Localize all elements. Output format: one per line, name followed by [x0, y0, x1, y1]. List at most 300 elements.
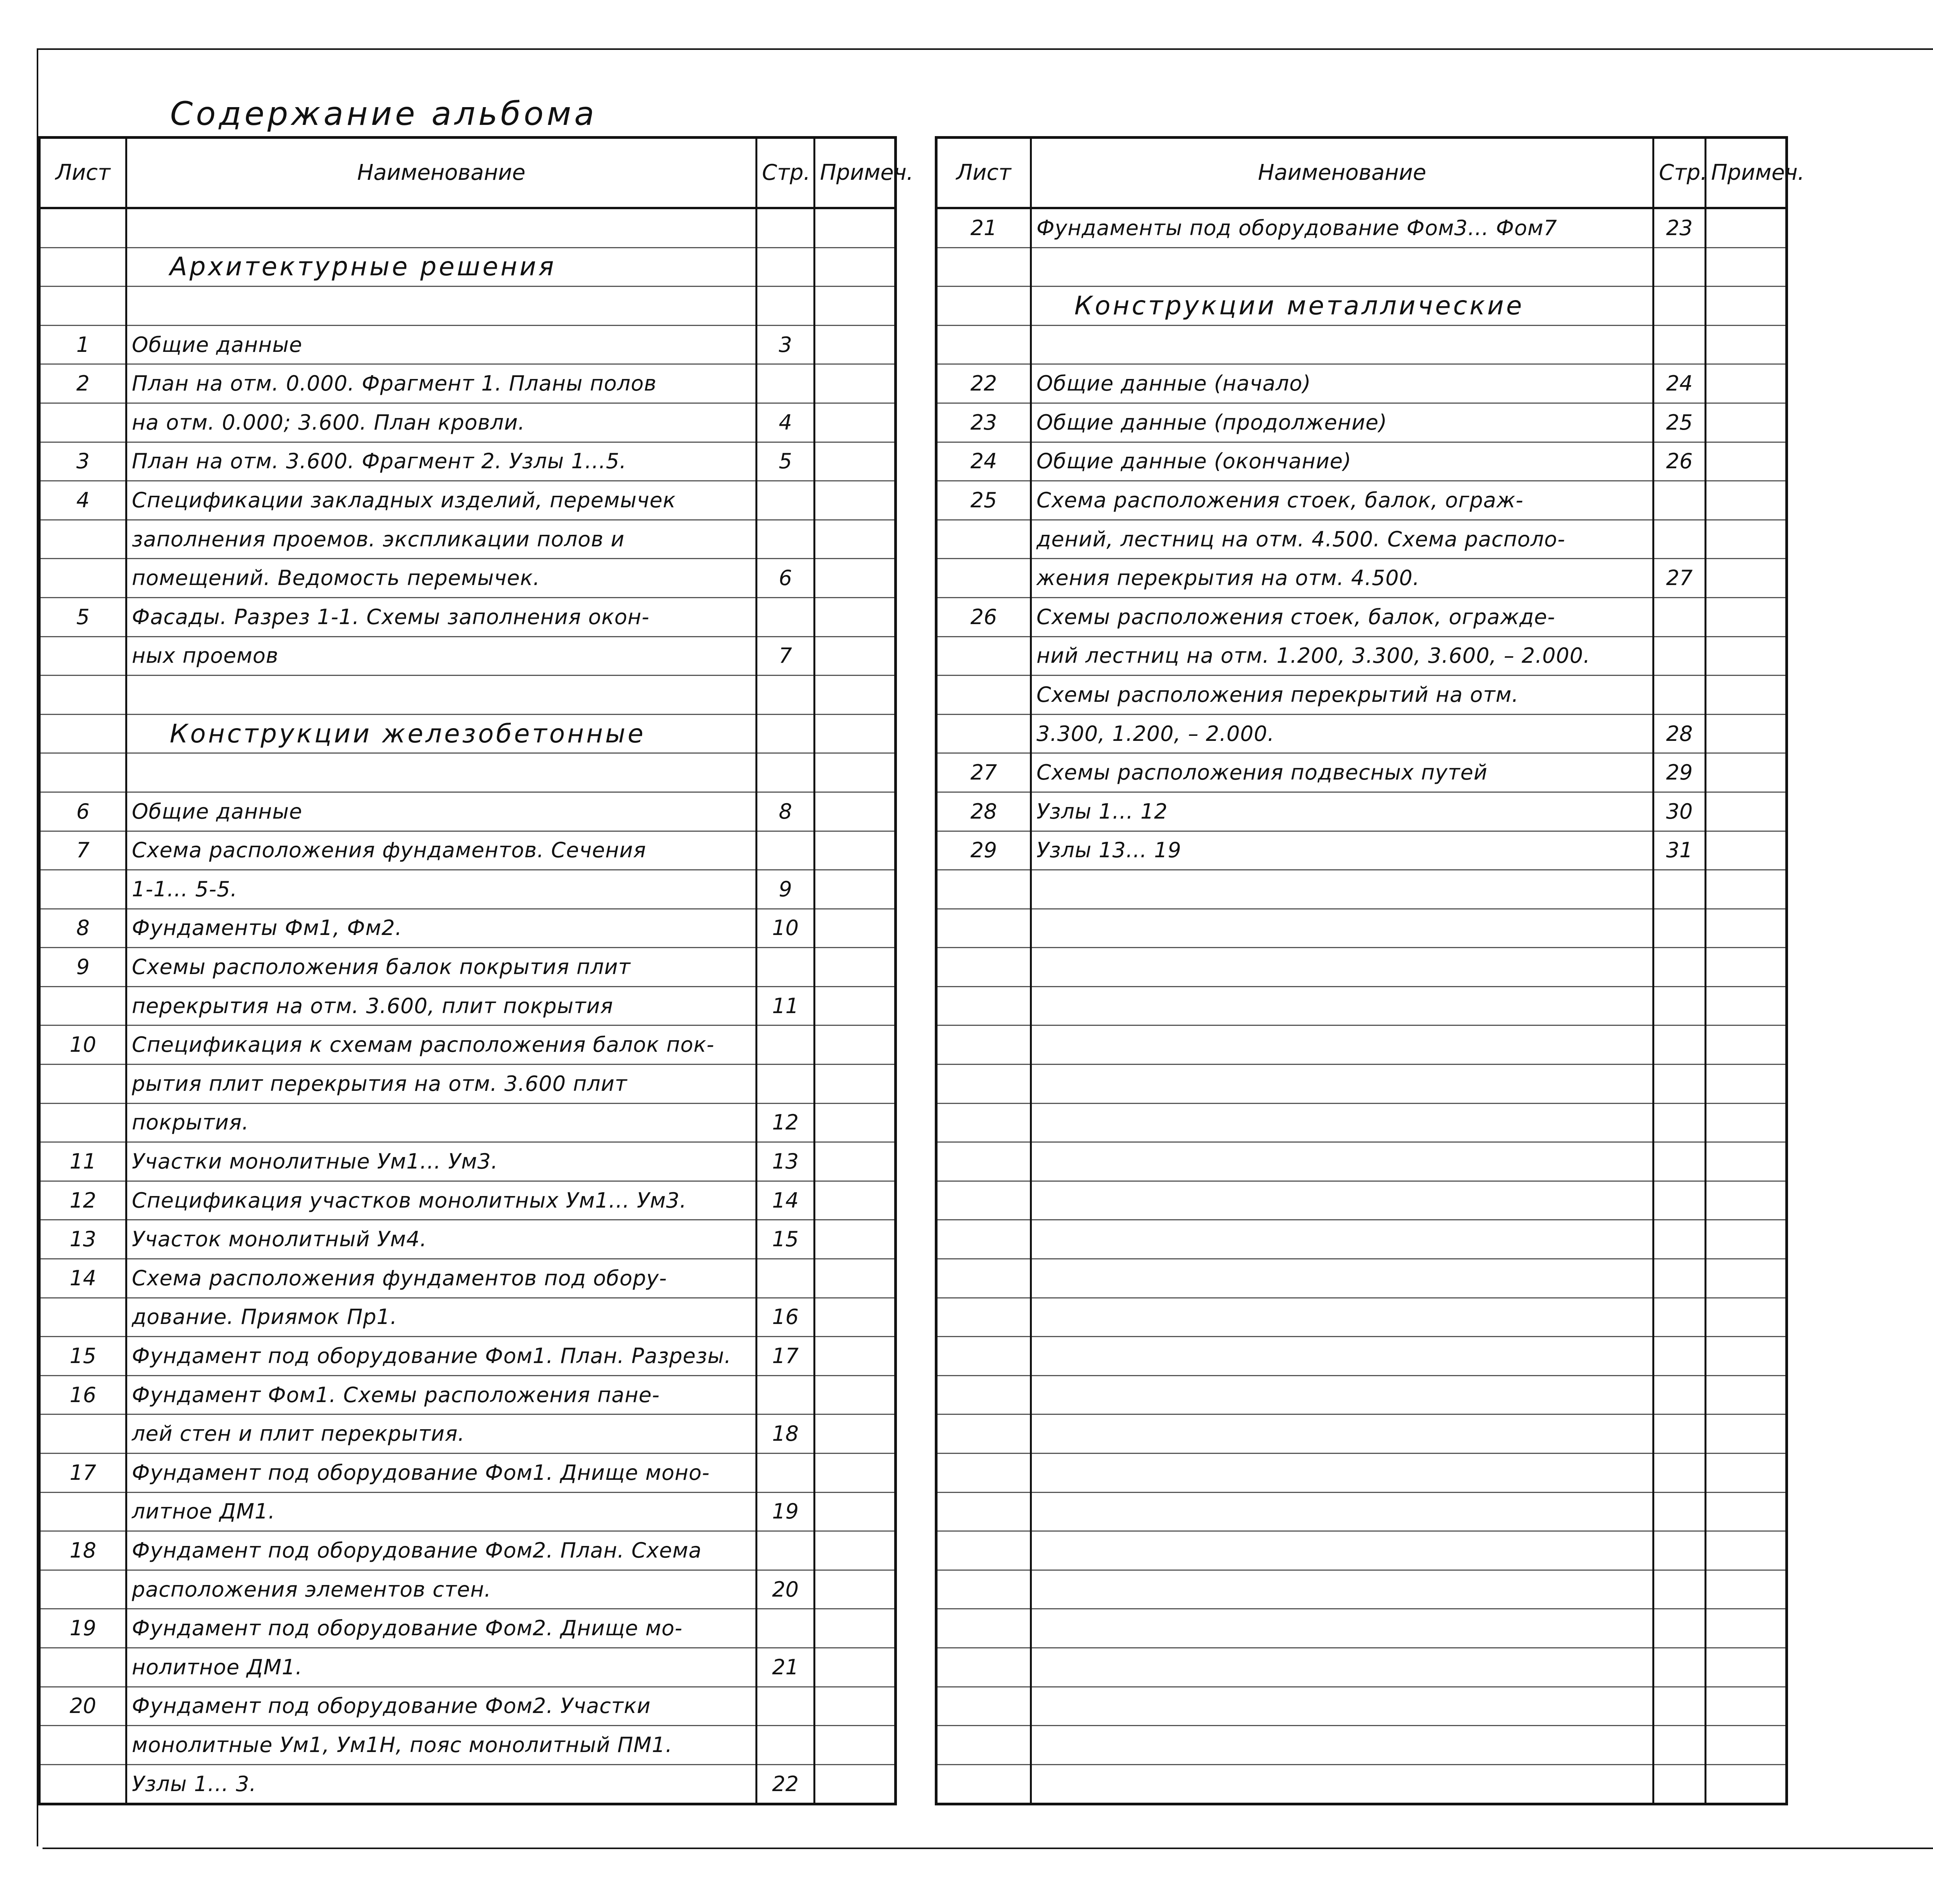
table-row [936, 831, 1787, 870]
sheet-number-cell [39, 636, 126, 676]
page-number-cell [757, 520, 815, 559]
page-number-cell [757, 1531, 815, 1570]
item-name-cell: Общие данные [126, 325, 757, 364]
note-cell [1706, 1025, 1787, 1065]
item-name-cell: Узлы 1... 12 [1031, 792, 1653, 831]
note-cell [1706, 208, 1787, 247]
page-number-cell [1653, 1103, 1706, 1142]
header-page: Стр. [1653, 138, 1706, 208]
sheet-number-cell [936, 1337, 1031, 1376]
section-heading: Архитектурные решения [126, 247, 757, 287]
note-cell [1706, 1298, 1787, 1337]
note-cell [1706, 870, 1787, 909]
sheet-number-cell [936, 1570, 1031, 1609]
table-row [936, 1726, 1787, 1765]
table-row [39, 1065, 896, 1104]
note-cell [815, 1609, 896, 1648]
sheet-number-cell [39, 1764, 126, 1804]
table-row [39, 481, 896, 520]
table-row [39, 559, 896, 598]
sheet-number-cell [936, 714, 1031, 753]
note-cell [815, 1726, 896, 1765]
page-number-cell: 8 [757, 792, 815, 831]
sheet-number-cell: 19 [39, 1609, 126, 1648]
item-name-cell [1031, 1454, 1653, 1493]
note-cell [815, 520, 896, 559]
table-row [39, 1298, 896, 1337]
page-number-cell [1653, 247, 1706, 287]
table-row [39, 792, 896, 831]
table-row [936, 287, 1787, 326]
sheet-number-cell [39, 870, 126, 909]
sheet-number-cell [936, 1609, 1031, 1648]
note-cell [1706, 1764, 1787, 1804]
sheet-number-cell [936, 559, 1031, 598]
sheet-number-cell [39, 1726, 126, 1765]
item-name-cell: литное ДМ1. [126, 1492, 757, 1531]
item-name-cell: Фундамент под оборудование Фом1. План. Разрезы. [126, 1337, 757, 1376]
sheet-number-cell [936, 1764, 1031, 1804]
table-row [936, 1103, 1787, 1142]
table-row [936, 208, 1787, 247]
table-row [39, 1492, 896, 1531]
table-row [39, 1609, 896, 1648]
page-number-cell [1653, 1414, 1706, 1454]
left-contents-table [38, 136, 914, 1805]
page-number-cell [1653, 948, 1706, 987]
item-name-cell: 3.300, 1.200, – 2.000. [1031, 714, 1653, 753]
note-cell [1706, 636, 1787, 676]
item-name-cell: Спецификация участков монолитных Ум1... Ум3. [126, 1181, 757, 1220]
table-row [39, 1103, 896, 1142]
sheet-number-cell: 4 [39, 481, 126, 520]
item-name-cell: Участки монолитные Ум1... Ум3. [126, 1142, 757, 1181]
item-name-cell: План на отм. 0.000. Фрагмент 1. Планы полов [126, 364, 757, 403]
page-number-cell [1653, 1454, 1706, 1493]
page-number-cell: 19 [757, 1492, 815, 1531]
sheet-number-cell [39, 208, 126, 247]
note-cell [1706, 831, 1787, 870]
note-cell [815, 714, 896, 753]
sheet-number-cell [39, 1570, 126, 1609]
note-cell [1706, 1337, 1787, 1376]
sheet-number-cell: 16 [39, 1375, 126, 1414]
note-cell [1706, 1259, 1787, 1298]
sheet-number-cell [39, 1492, 126, 1531]
note-cell [1706, 1454, 1787, 1493]
table-row [39, 1414, 896, 1454]
sheet-number-cell [39, 247, 126, 287]
sheet-number-cell: 28 [936, 792, 1031, 831]
item-name-cell: Узлы 13... 19 [1031, 831, 1653, 870]
sheet-number-cell [936, 1259, 1031, 1298]
note-cell [1706, 325, 1787, 364]
table-row [39, 1726, 896, 1765]
table-row [39, 287, 896, 326]
sheet-number-cell [936, 1298, 1031, 1337]
sheet-number-cell [936, 948, 1031, 987]
table-row [936, 1220, 1787, 1259]
item-name-cell: дений, лестниц на отм. 4.500. Схема располо- [1031, 520, 1653, 559]
table-row [936, 792, 1787, 831]
table-row [39, 948, 896, 987]
sheet-number-cell [936, 1181, 1031, 1220]
sheet-number-cell [936, 986, 1031, 1025]
note-cell [1706, 1726, 1787, 1765]
table-row [39, 753, 896, 792]
sheet-number-cell: 24 [936, 442, 1031, 481]
note-cell [1706, 986, 1787, 1025]
right-table-body [936, 208, 1787, 1804]
sheet-number-cell [936, 1454, 1031, 1493]
sheet-number-cell: 17 [39, 1454, 126, 1493]
note-cell [1706, 948, 1787, 987]
note-cell [815, 636, 896, 676]
page-number-cell [757, 1687, 815, 1726]
page-number-cell [1653, 909, 1706, 948]
page-number-cell [757, 481, 815, 520]
note-cell [815, 792, 896, 831]
item-name-cell: Фундамент под оборудование Фом2. План. Схема [126, 1531, 757, 1570]
note-cell [815, 1181, 896, 1220]
note-cell [1706, 1414, 1787, 1454]
page-number-cell [1653, 1259, 1706, 1298]
item-name-cell: ных проемов [126, 636, 757, 676]
note-cell [815, 909, 896, 948]
item-name-cell [1031, 1570, 1653, 1609]
item-name-cell: дование. Приямок Пр1. [126, 1298, 757, 1337]
note-cell [1706, 559, 1787, 598]
item-name-cell: монолитные Ум1, Ум1Н, пояс монолитный ПМ1. [126, 1726, 757, 1765]
page-number-cell [757, 364, 815, 403]
note-cell [815, 986, 896, 1025]
table-row [39, 714, 896, 753]
item-name-cell [1031, 1687, 1653, 1726]
page-number-cell [757, 948, 815, 987]
sheet-number-cell [936, 1726, 1031, 1765]
page-number-cell: 22 [757, 1764, 815, 1804]
table-row [39, 870, 896, 909]
page-number-cell: 5 [757, 442, 815, 481]
sheet-number-cell [39, 403, 126, 442]
sheet-number-cell [936, 1065, 1031, 1104]
item-name-cell [1031, 1259, 1653, 1298]
item-name-cell [1031, 948, 1653, 987]
page-number-cell [1653, 1375, 1706, 1414]
page-number-cell: 10 [757, 909, 815, 948]
note-cell [815, 1531, 896, 1570]
page-number-cell: 31 [1653, 831, 1706, 870]
sheet-number-cell: 18 [39, 1531, 126, 1570]
table-row [39, 442, 896, 481]
table-row [39, 1259, 896, 1298]
item-name-cell: Схема расположения стоек, балок, ограж- [1031, 481, 1653, 520]
bottom-border-line [43, 1848, 1933, 1849]
item-name-cell: Фундамент под оборудование Фом1. Днище моно- [126, 1454, 757, 1493]
sheet-number-cell: 26 [936, 597, 1031, 636]
item-name-cell: Схемы расположения перекрытий на отм. [1031, 676, 1653, 715]
sheet-number-cell [936, 1375, 1031, 1414]
page-number-cell: 12 [757, 1103, 815, 1142]
page-number-cell [1653, 481, 1706, 520]
page-number-cell [757, 1025, 815, 1065]
note-cell [815, 1220, 896, 1259]
note-cell [1706, 364, 1787, 403]
item-name-cell: Участок монолитный Ум4. [126, 1220, 757, 1259]
table-row [936, 559, 1787, 598]
table-row [936, 1570, 1787, 1609]
item-name-cell: Фундамент под оборудование Фом2. Участки [126, 1687, 757, 1726]
page-number-cell: 20 [757, 1570, 815, 1609]
sheet-number-cell [39, 1298, 126, 1337]
item-name-cell [1031, 870, 1653, 909]
item-name-cell: Спецификация к схемам расположения балок пок- [126, 1025, 757, 1065]
item-name-cell [1031, 1025, 1653, 1065]
table-row [39, 364, 896, 403]
item-name-cell: ний лестниц на отм. 1.200, 3.300, 3.600, – 2.000. [1031, 636, 1653, 676]
table-row [936, 636, 1787, 676]
page-number-cell [1653, 1687, 1706, 1726]
sheet-number-cell [936, 287, 1031, 326]
note-cell [815, 597, 896, 636]
note-cell [1706, 909, 1787, 948]
sheet-number-cell: 8 [39, 909, 126, 948]
sheet-number-cell: 1 [39, 325, 126, 364]
table-row [39, 403, 896, 442]
note-cell [815, 1065, 896, 1104]
page-number-cell [757, 714, 815, 753]
page-number-cell [1653, 676, 1706, 715]
table-row [936, 870, 1787, 909]
page-number-cell [1653, 986, 1706, 1025]
table-row [39, 1648, 896, 1687]
note-cell [815, 1764, 896, 1804]
sheet-number-cell [39, 986, 126, 1025]
item-name-cell: Схема расположения фундаментов под обору- [126, 1259, 757, 1298]
table-row [39, 986, 896, 1025]
page-number-cell: 6 [757, 559, 815, 598]
item-name-cell: Узлы 1... 3. [126, 1764, 757, 1804]
sheet-number-cell [936, 909, 1031, 948]
note-cell [1706, 676, 1787, 715]
item-name-cell [1031, 1609, 1653, 1648]
table-row [936, 1764, 1787, 1804]
page-number-cell: 11 [757, 986, 815, 1025]
sheet-number-cell [39, 1065, 126, 1104]
note-cell [815, 1103, 896, 1142]
table-row [936, 753, 1787, 792]
sheet-number-cell [936, 636, 1031, 676]
note-cell [1706, 287, 1787, 326]
sheet-number-cell [39, 714, 126, 753]
page-number-cell: 26 [1653, 442, 1706, 481]
page-number-cell: 15 [757, 1220, 815, 1259]
page-number-cell: 24 [1653, 364, 1706, 403]
header-note: Примеч. [1706, 138, 1787, 208]
table-row [39, 1570, 896, 1609]
item-name-cell [1031, 1726, 1653, 1765]
sheet-number-cell [39, 559, 126, 598]
note-cell [815, 325, 896, 364]
item-name-cell: Фундамент Фом1. Схемы расположения пане- [126, 1375, 757, 1414]
item-name-cell [1031, 325, 1653, 364]
page-number-cell [757, 1259, 815, 1298]
table-row [936, 1337, 1787, 1376]
note-cell [815, 481, 896, 520]
note-cell [1706, 1492, 1787, 1531]
note-cell [1706, 1375, 1787, 1414]
item-name-cell: 1-1... 5-5. [126, 870, 757, 909]
sheet-number-cell: 20 [39, 1687, 126, 1726]
item-name-cell: помещений. Ведомость перемычек. [126, 559, 757, 598]
page-number-cell: 7 [757, 636, 815, 676]
right-table-header [936, 138, 1787, 208]
item-name-cell: Фасады. Разрез 1-1. Схемы заполнения окон- [126, 597, 757, 636]
note-cell [815, 1375, 896, 1414]
sheet-number-cell [936, 1142, 1031, 1181]
sheet-number-cell: 27 [936, 753, 1031, 792]
section-heading: Конструкции металлические [1031, 287, 1653, 326]
sheet-number-cell [39, 1414, 126, 1454]
item-name-cell [1031, 1065, 1653, 1104]
note-cell [1706, 792, 1787, 831]
page-number-cell [757, 676, 815, 715]
header-sheet: Лист [936, 138, 1031, 208]
table-row [936, 1687, 1787, 1726]
left-table-header [39, 138, 896, 208]
item-name-cell: нолитное ДМ1. [126, 1648, 757, 1687]
table-row [936, 403, 1787, 442]
note-cell [815, 948, 896, 987]
sheet-number-cell [936, 676, 1031, 715]
table-row [39, 597, 896, 636]
page-number-cell [757, 753, 815, 792]
page-number-cell [757, 831, 815, 870]
item-name-cell: Фундамент под оборудование Фом2. Днище мо- [126, 1609, 757, 1648]
table-row [39, 909, 896, 948]
note-cell [815, 1648, 896, 1687]
sheet-number-cell: 15 [39, 1337, 126, 1376]
page-number-cell [1653, 1065, 1706, 1104]
item-name-cell: расположения элементов стен. [126, 1570, 757, 1609]
table-row [936, 1414, 1787, 1454]
page-number-cell: 4 [757, 403, 815, 442]
table-row [936, 714, 1787, 753]
note-cell [815, 364, 896, 403]
page-number-cell [1653, 287, 1706, 326]
table-row [936, 442, 1787, 481]
table-row [39, 636, 896, 676]
note-cell [1706, 247, 1787, 287]
item-name-cell: Схемы расположения балок покрытия плит [126, 948, 757, 987]
sheet-number-cell: 25 [936, 481, 1031, 520]
page-number-cell [1653, 636, 1706, 676]
note-cell [815, 1142, 896, 1181]
note-cell [1706, 442, 1787, 481]
left-table-body [39, 208, 896, 1804]
note-cell [1706, 1531, 1787, 1570]
note-cell [1706, 1103, 1787, 1142]
note-cell [1706, 481, 1787, 520]
table-row [936, 597, 1787, 636]
note-cell [815, 1337, 896, 1376]
note-cell [1706, 520, 1787, 559]
sheet-number-cell [936, 325, 1031, 364]
item-name-cell [1031, 1764, 1653, 1804]
table-row [936, 986, 1787, 1025]
table-row [936, 1025, 1787, 1065]
note-cell [1706, 753, 1787, 792]
sheet-number-cell: 12 [39, 1181, 126, 1220]
page-number-cell: 16 [757, 1298, 815, 1337]
sheet-number-cell: 7 [39, 831, 126, 870]
page-number-cell [757, 208, 815, 247]
table-row [39, 1764, 896, 1804]
table-row [936, 1454, 1787, 1493]
page-number-cell: 18 [757, 1414, 815, 1454]
sheet-number-cell [936, 1648, 1031, 1687]
note-cell [1706, 1570, 1787, 1609]
table-row [936, 948, 1787, 987]
page-title: Содержание альбома [170, 95, 597, 133]
note-cell [815, 1570, 896, 1609]
header-sheet: Лист [39, 138, 126, 208]
note-cell [815, 1414, 896, 1454]
page-number-cell [1653, 1220, 1706, 1259]
note-cell [815, 1687, 896, 1726]
item-name-cell [1031, 1337, 1653, 1376]
sheet-number-cell [936, 1220, 1031, 1259]
sheet-number-cell: 22 [936, 364, 1031, 403]
note-cell [815, 1025, 896, 1065]
sheet-number-cell [936, 1492, 1031, 1531]
page-number-cell: 3 [757, 325, 815, 364]
header-page: Стр. [757, 138, 815, 208]
note-cell [1706, 1220, 1787, 1259]
item-name-cell [1031, 1375, 1653, 1414]
note-cell [1706, 1065, 1787, 1104]
item-name-cell: Фундаменты Фм1, Фм2. [126, 909, 757, 948]
item-name-cell: на отм. 0.000; 3.600. План кровли. [126, 403, 757, 442]
sheet-number-cell [39, 520, 126, 559]
note-cell [815, 247, 896, 287]
item-name-cell [1031, 1298, 1653, 1337]
item-name-cell: покрытия. [126, 1103, 757, 1142]
item-name-cell [1031, 247, 1653, 287]
item-name-cell: Схемы расположения подвесных путей [1031, 753, 1653, 792]
item-name-cell [1031, 1181, 1653, 1220]
item-name-cell: лей стен и плит перекрытия. [126, 1414, 757, 1454]
page-number-cell: 23 [1653, 208, 1706, 247]
page-number-cell [1653, 1337, 1706, 1376]
table-row [39, 831, 896, 870]
sheet-number-cell: 29 [936, 831, 1031, 870]
page-number-cell: 30 [1653, 792, 1706, 831]
page-number-cell: 25 [1653, 403, 1706, 442]
item-name-cell [1031, 1648, 1653, 1687]
table-row [936, 325, 1787, 364]
page-number-cell [1653, 1298, 1706, 1337]
note-cell [1706, 597, 1787, 636]
page-number-cell [757, 247, 815, 287]
table-row [39, 520, 896, 559]
table-row [39, 247, 896, 287]
sheet-number-cell: 14 [39, 1259, 126, 1298]
item-name-cell: Общие данные (окончание) [1031, 442, 1653, 481]
note-cell [815, 442, 896, 481]
page-number-cell [757, 1065, 815, 1104]
table-row [936, 481, 1787, 520]
